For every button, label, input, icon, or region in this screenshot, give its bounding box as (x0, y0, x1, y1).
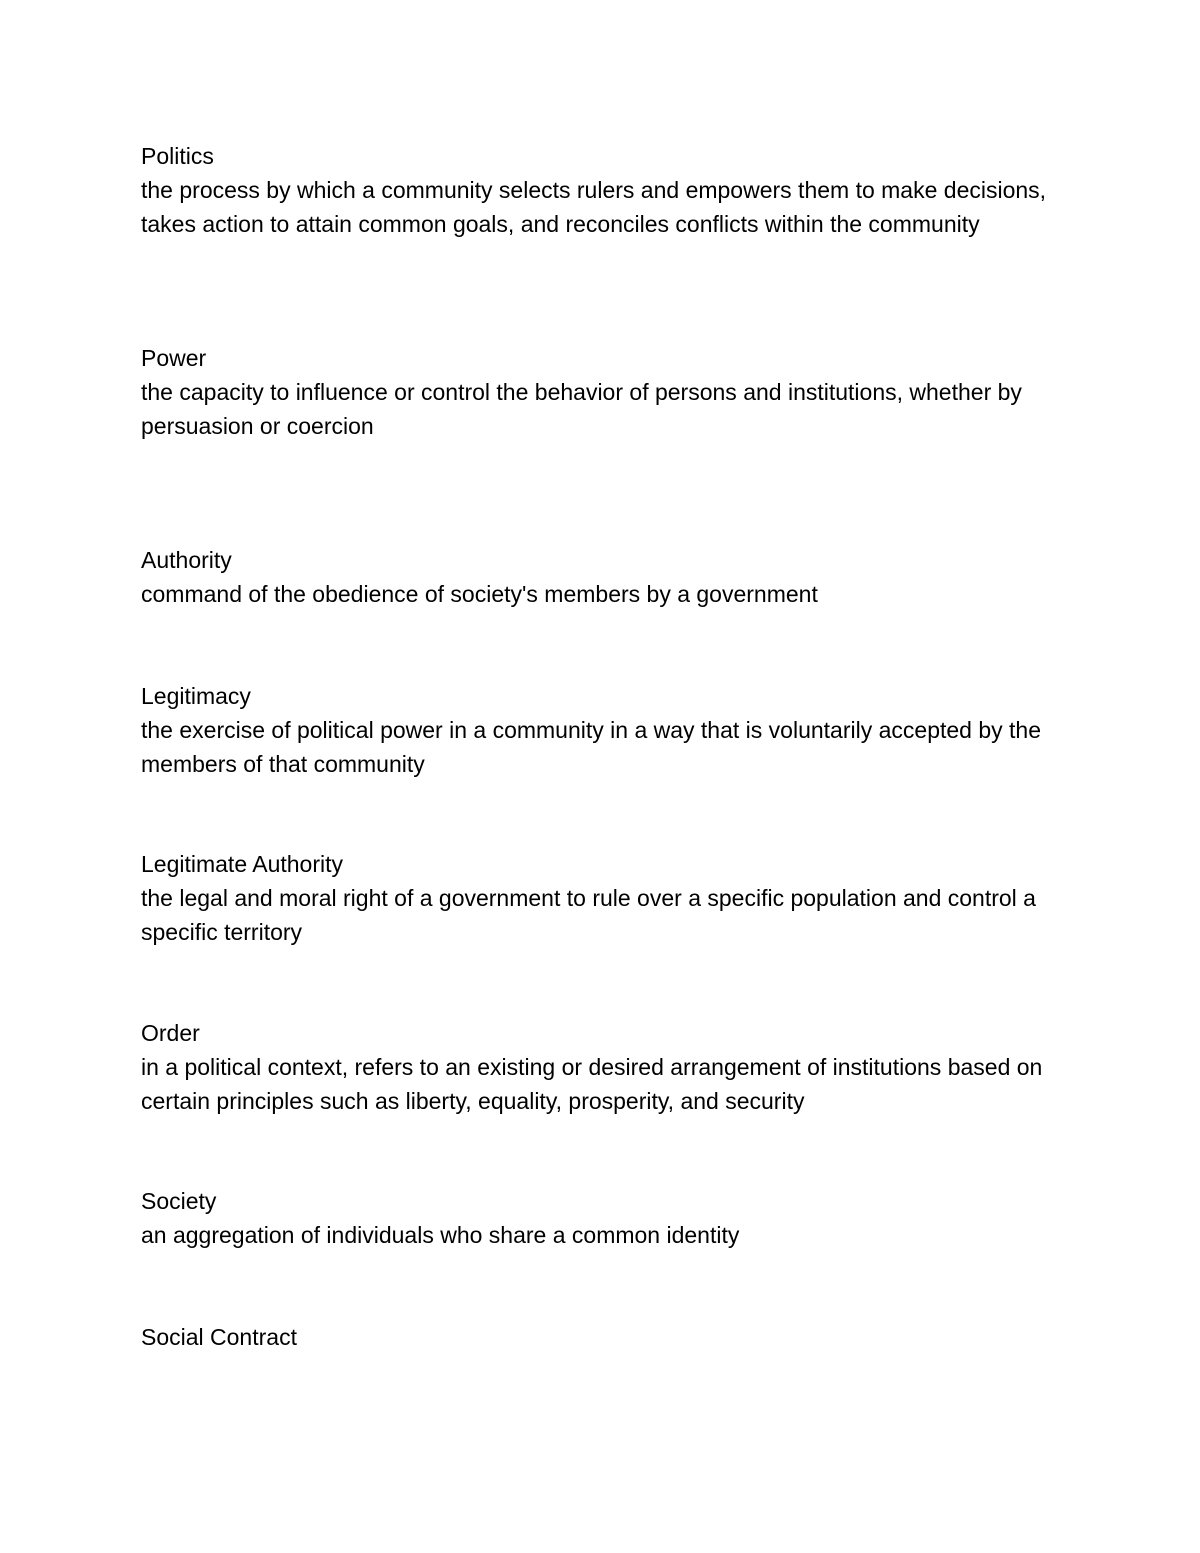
term-definition: the capacity to influence or control the behavior of persons and institutions, whether by persuasion or coercion (141, 379, 1022, 439)
term-definition: the exercise of political power in a community in a way that is voluntarily accepted by the members of that community (141, 717, 1041, 777)
term-title: Order (141, 1020, 200, 1046)
term-definition: the process by which a community selects rulers and empowers them to make decisions, takes action to attain common goals, and reconciles conflicts within the community (141, 177, 1047, 237)
glossary-entry (141, 1184, 1081, 1252)
term-title: Society (141, 1188, 217, 1214)
glossary-entry (141, 679, 1081, 781)
glossary-entry (141, 1320, 1081, 1354)
term-title: Power (141, 345, 207, 371)
glossary-entry (141, 139, 1081, 241)
term-definition: in a political context, refers to an existing or desired arrangement of institutions based on certain principles such as liberty, equality, prosperity, and security (141, 1054, 1043, 1114)
term-title: Legitimate Authority (141, 851, 344, 877)
term-title: Politics (141, 143, 214, 169)
glossary-entry (141, 1016, 1081, 1118)
term-title: Authority (141, 547, 232, 573)
term-title: Social Contract (141, 1324, 297, 1350)
glossary-entry (141, 341, 1081, 443)
term-definition: command of the obedience of society's members by a government (141, 581, 818, 607)
term-title: Legitimacy (141, 683, 251, 709)
glossary-entry (141, 847, 1081, 949)
term-definition: an aggregation of individuals who share a common identity (141, 1222, 740, 1248)
term-definition: the legal and moral right of a government to rule over a specific population and control a specific territory (141, 885, 1036, 945)
glossary-entry (141, 543, 1081, 611)
